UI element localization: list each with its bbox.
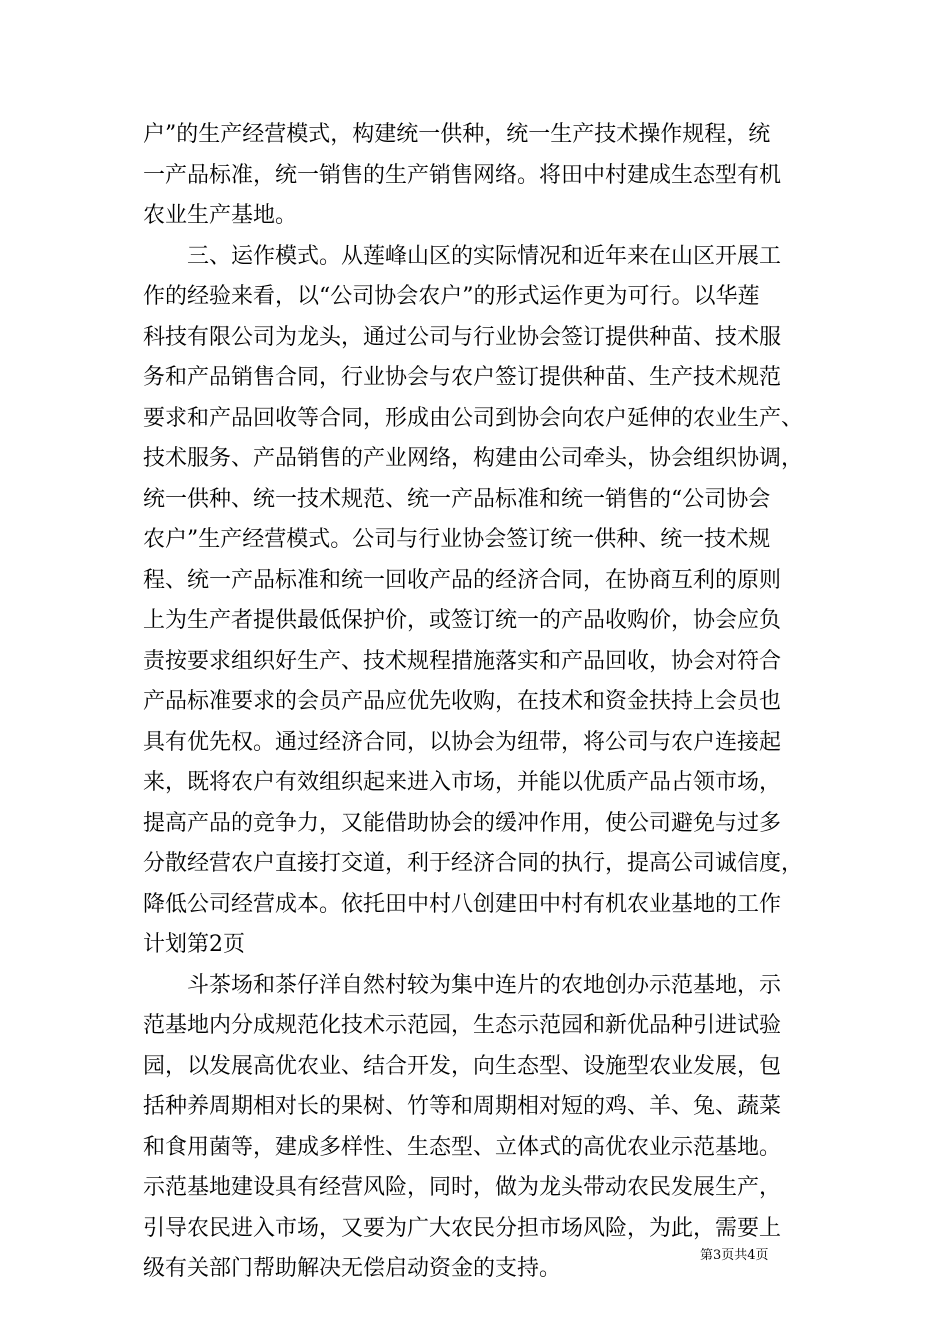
text-line: 括种养周期相对长的果树、竹等和周期相对短的鸡、羊、兔、蔬菜: [143, 1094, 782, 1119]
text-line: 务和产品销售合同，行业协会与农户签订提供种苗、生产技术规范: [143, 365, 782, 390]
text-line: 技术服务、产品销售的产业网络，构建由公司牵头，协会组织协调，: [143, 446, 804, 471]
text-line: 上为生产者提供最低保护价，或签订统一的产品收购价，协会应负: [143, 608, 782, 633]
text-line: 计划第2页: [143, 932, 245, 957]
text-line: 统一供种、统一技术规范、统一产品标准和统一销售的“公司协会: [143, 486, 771, 512]
text-line: 和食用菌等，建成多样性、生态型、立体式的高优农业示范基地。: [143, 1134, 782, 1160]
text-line: 程、统一产品标准和统一回收产品的经济合同，在协商互利的原则: [143, 567, 782, 593]
text-line: 降低公司经营成本。依托田中村八创建田中村有机农业基地的工作: [143, 891, 782, 917]
text-line: 级有关部门帮助解决无偿启动资金的支持。: [143, 1256, 562, 1281]
text-line: 分散经营农户直接打交道，利于经济合同的执行，提高公司诚信度，: [143, 851, 804, 876]
text-line: 作的经验来看，以“公司协会农户”的形式运作更为可行。以华莲: [143, 284, 760, 309]
text-line: 范基地内分成规范化技术示范园，生态示范园和新优品种引进试验: [143, 1013, 782, 1038]
body-text: [143, 115, 808, 1290]
text-line: 来，既将农户有效组织起来进入市场，并能以优质产品占领市场，: [143, 770, 782, 795]
section-three-heading-line: 三、运作模式。从莲峰山区的实际情况和近年来在山区开展工: [187, 243, 782, 269]
text-line: 科技有限公司为龙头，通过公司与行业协会签订提供种苗、技术服: [143, 324, 782, 350]
text-line: 示范基地建设具有经营风险，同时，做为龙头带动农民发展生产，: [143, 1175, 782, 1200]
paragraph-start-line: 斗茶场和茶仔洋自然村较为集中连片的农地创办示范基地，示: [187, 972, 782, 998]
text-line: 提高产品的竞争力，又能借助协会的缓冲作用，使公司避免与过多: [143, 810, 782, 836]
text-line: 园，以发展高优农业、结合开发，向生态型、设施型农业发展，包: [143, 1053, 782, 1079]
text-line: 一产品标准，统一销售的生产销售网络。将田中村建成生态型有机: [143, 162, 782, 188]
text-line: 要求和产品回收等合同，形成由公司到协会向农户延伸的农业生产、: [143, 405, 804, 431]
text-line: 具有优先权。通过经济合同，以协会为纽带，将公司与农户连接起: [143, 729, 782, 755]
text-line: 农业生产基地。: [143, 203, 298, 228]
text-line: 农户”生产经营模式。公司与行业协会签订统一供种、统一技术规: [143, 527, 771, 552]
text-line: 产品标准要求的会员产品应优先收购，在技术和资金扶持上会员也: [143, 689, 782, 714]
text-line: 引导农民进入市场，又要为广大农民分担市场风险，为此，需要上: [143, 1215, 782, 1241]
page-number-footer: 第3页共4页: [700, 1248, 769, 1263]
text-line: 户”的生产经营模式，构建统一供种，统一生产技术操作规程，统: [143, 122, 771, 147]
text-line: 责按要求组织好生产、技术规程措施落实和产品回收，协会对符合: [143, 648, 782, 674]
